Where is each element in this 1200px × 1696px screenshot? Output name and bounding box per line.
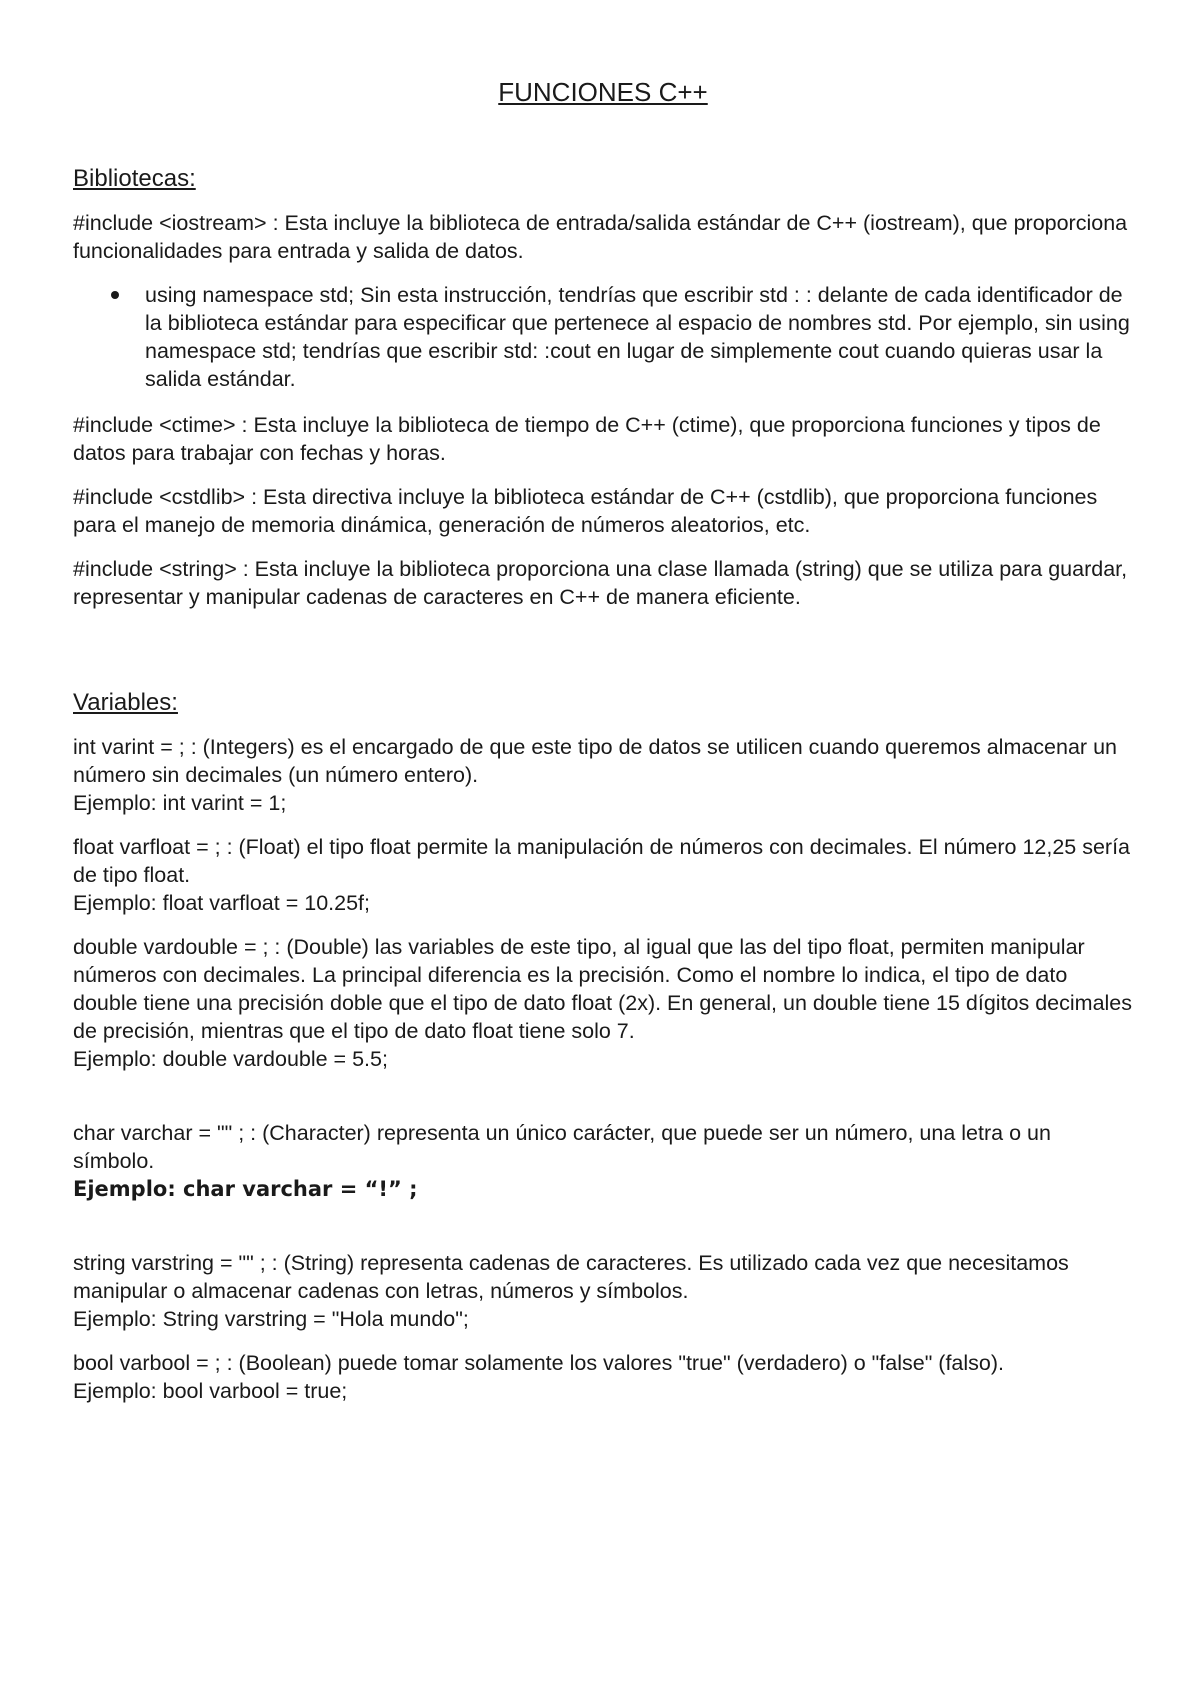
- string-example: Ejemplo: String varstring = "Hola mundo";: [73, 1307, 469, 1331]
- paragraph-float: [73, 833, 1133, 917]
- bool-example: Ejemplo: bool varbool = true;: [73, 1379, 348, 1403]
- int-example: Ejemplo: int varint = 1;: [73, 791, 287, 815]
- paragraph-int: [73, 733, 1133, 817]
- paragraph-char: [73, 1119, 1133, 1203]
- paragraph-iostream: #include <iostream> : Esta incluye la biblioteca de entrada/salida estándar de C++ (iostream), que proporciona funcionalidades para entrada y salida de datos.: [73, 211, 1128, 263]
- section-heading-bibliotecas: Bibliotecas:: [73, 165, 196, 192]
- int-description: int varint = ; : (Integers) es el encargado de que este tipo de datos se utilicen cuando queremos almacenar un número sin decimales (un número entero).: [73, 735, 1117, 787]
- string-description: string varstring = "" ; : (String) representa cadenas de caracteres. Es utilizado cada vez que necesitamos manipular o almacenar cadenas con letras, números y símbolos.: [73, 1251, 1069, 1303]
- bool-description: bool varbool = ; : (Boolean) puede tomar solamente los valores "true" (verdadero) o "false" (falso).: [73, 1351, 1005, 1375]
- paragraph-ctime: #include <ctime> : Esta incluye la biblioteca de tiempo de C++ (ctime), que proporciona funciones y tipos de datos para trabajar con fechas y horas.: [73, 413, 1101, 465]
- list-item: [73, 281, 1133, 393]
- section-heading-variables: Variables:: [73, 689, 178, 716]
- bullet-text-namespace: using namespace std; Sin esta instrucción, tendrías que escribir std : : delante de cada identificador de la biblioteca estándar para especificar que pertenece al espacio de nombres std. Por ejemplo, sin using namespace std; tendrías que escribir std: :cout en lugar de simplemente cout cuando quieras usar la salida estándar.: [145, 283, 1130, 391]
- double-description: double vardouble = ; : (Double) las variables de este tipo, al igual que las del tipo float, permiten manipular números con decimales. La principal diferencia es la precisión. Como el nombre lo indica, el tipo de dato double tiene una precisión doble que el tipo de dato float (2x). En general, un double tiene 15 dígitos decimales de precisión, mientras que el tipo de dato float tiene solo 7.: [73, 935, 1133, 1043]
- float-description: float varfloat = ; : (Float) el tipo float permite la manipulación de números con decimales. El número 12,25 sería de tipo float.: [73, 835, 1131, 887]
- bullet-icon: [111, 291, 119, 299]
- paragraph-string-type: [73, 1249, 1133, 1333]
- char-example: Ejemplo: char varchar = “!” ;: [73, 1177, 418, 1201]
- paragraph-bool: [73, 1349, 1133, 1405]
- paragraph-double: [73, 933, 1133, 1073]
- char-description: char varchar = "" ; : (Character) representa un único carácter, que puede ser un número, una letra o un símbolo.: [73, 1121, 1051, 1173]
- double-example: Ejemplo: double vardouble = 5.5;: [73, 1047, 388, 1071]
- page-title: FUNCIONES C++: [498, 77, 708, 107]
- float-example: Ejemplo: float varfloat = 10.25f;: [73, 891, 370, 915]
- bullet-list: [73, 281, 1133, 393]
- document-page: [73, 75, 1133, 1421]
- paragraph-string: #include <string> : Esta incluye la biblioteca proporciona una clase llamada (string) que se utiliza para guardar, representar y manipular cadenas de caracteres en C++ de manera eficiente.: [73, 557, 1128, 609]
- paragraph-cstdlib: #include <cstdlib> : Esta directiva incluye la biblioteca estándar de C++ (cstdlib), que proporciona funciones para el manejo de memoria dinámica, generación de números aleatorios, etc.: [73, 485, 1098, 537]
